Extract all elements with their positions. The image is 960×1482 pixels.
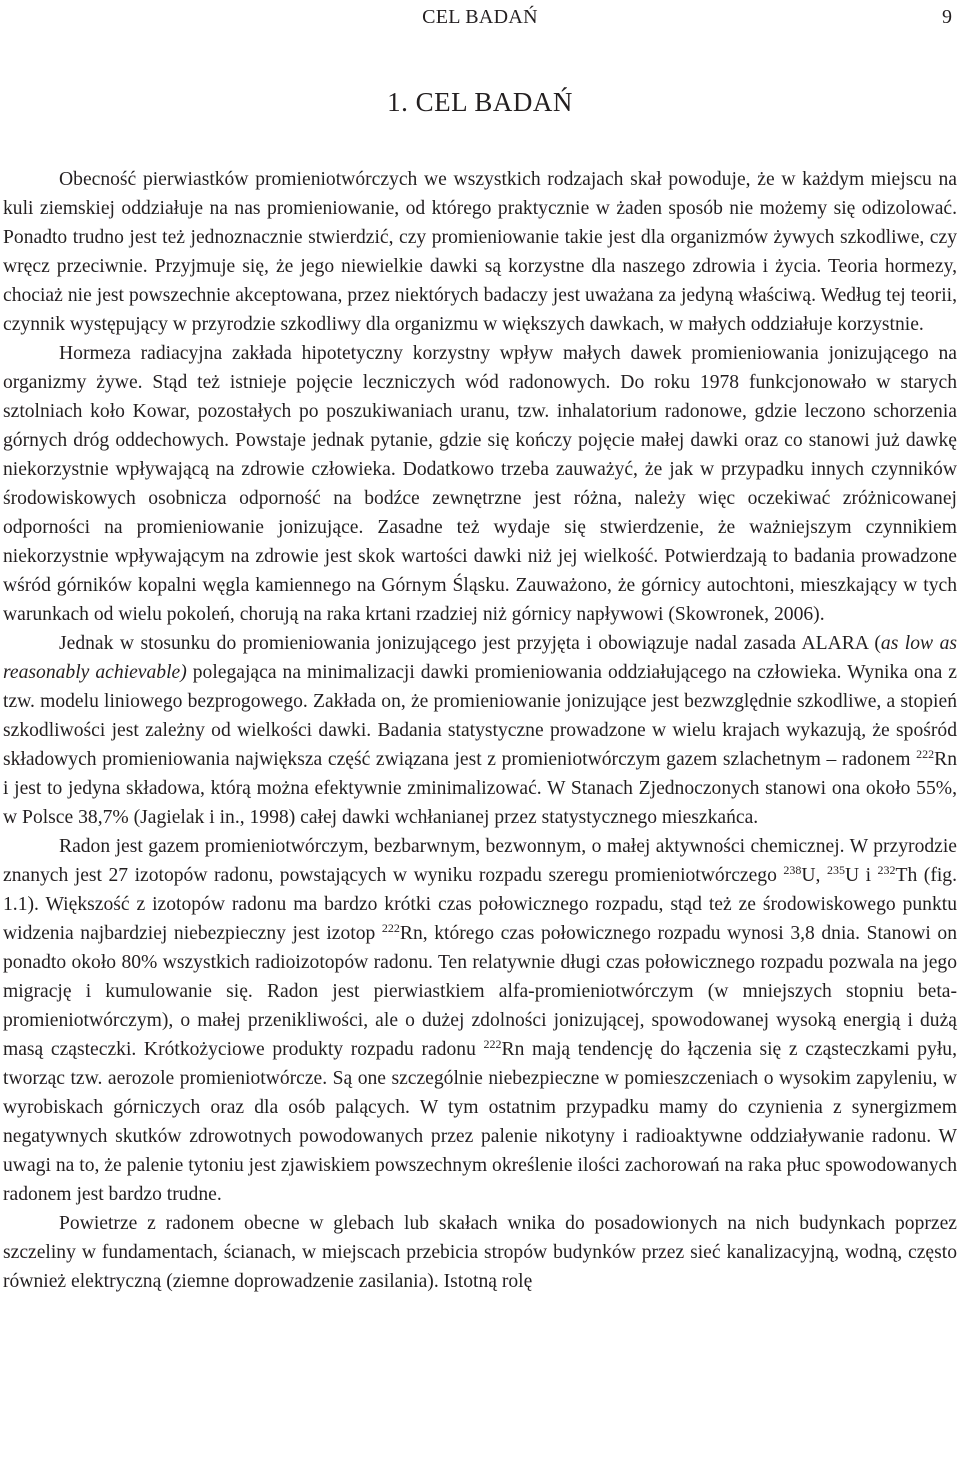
isotope-mass-222: 222: [483, 1037, 502, 1051]
paragraph-3-text-c: Rn i jest to jedyna składowa, którą można efektywnie zminimalizować. W Stanach Zjednoczonych stanowi ona około 55%, w Polsce 38,7% (Jagielak i in., 1998) całej dawki wchłanianej przez statystycznego mieszkańca.: [3, 749, 957, 828]
paragraph-4-text-c: U i: [844, 865, 878, 886]
body-text: [3, 165, 957, 1296]
page-number: 9: [942, 6, 952, 28]
paragraph-4-text-a: Radon jest gazem promieniotwórczym, bezbarwnym, bezwonnym, o małej aktywności chemicznej. W przyrodzie znanych jest 27 izotopów radonu, powstających w wyniku rozpadu szeregu promieniotwórczego: [3, 836, 957, 886]
paragraph-4: [3, 832, 957, 1209]
alara-expansion: as low as reasonably achievable): [3, 633, 957, 683]
paragraph-3-text-b: polegająca na minimalizacji dawki promieniowania oddziałującego na człowieka. Wynika ona z tzw. modelu liniowego bezprogowego. Zakłada on, że promieniowanie jonizujące jest bezwzględnie szkodliwe, a stopień szkodliwości jest zależny od wielkości dawki. Badania statystyczne prowadzone w wielu krajach wykazują, że spośród składowych promieniowania największa część związana jest z promieniotwórczym gazem szlachetnym – radonem: [3, 662, 957, 770]
paragraph-5-text: Powietrze z radonem obecne w glebach lub skałach wnika do posadowionych na nich budynkach poprzez szczeliny w fundamentach, ścianach, w miejscach przebicia stropów budynków przez sieć kanalizacyjną, wodną, często również elektryczną (ziemne doprowadzenie zasilania). Istotną rolę: [3, 1213, 957, 1292]
isotope-mass-232: 232: [877, 863, 896, 877]
paragraph-2: [3, 339, 957, 629]
paragraph-1: [3, 165, 957, 339]
paragraph-2-text: Hormeza radiacyjna zakłada hipotetyczny korzystny wpływ małych dawek promieniowania jonizującego na organizmy żywe. Stąd też istnieje pojęcie leczniczych wód radonowych. Do roku 1978 funkcjonowało w starych sztolniach koło Kowar, pozostałych po poszukiwaniach uranu, tzw. inhalatorium radonowe, gdzie leczono schorzenia górnych dróg oddechowych. Powstaje jednak pytanie, gdzie się kończy pojęcie małej dawki oraz co stanowi już dawkę niekorzystnie wpływającą na zdrowie człowieka. Dodatkowo trzeba zauważyć, że jak w przypadku innych czynników środowiskowych osobnicza odporność na bodźce zewnętrzne jest różna, należy więc oczekiwać zróżnicowanej odporności na promieniowanie jonizujące. Zasadne też wydaje się stwierdzenie, że ważniejszym czynnikiem niekorzystnie wpływającym na zdrowie jest skok wartości dawki niż jej wielkość. Potwierdzają to badania prowadzone wśród górników kopalni węgla kamiennego na Górnym Śląsku. Zauważono, że górnicy autochtoni, mieszkający w tych warunkach od wielu pokoleń, chorują na raka krtani rzadziej niż górnicy napływowi (Skowronek, 2006).: [3, 343, 957, 625]
paragraph-4-text-e: Rn, którego czas połowicznego rozpadu wynosi 3,8 dnia. Stanowi on ponadto około 80% wszystkich radioizotopów radonu. Ten relatywnie długi czas połowicznego rozpadu pozwala na jego migrację i kumulowanie się. Radon jest pierwiastkiem alfa-promieniotwórczym (w mniejszych stopniu beta-promieniotwórczym), o małej przenikliwości, ale o dużej zdolności jonizującej, spowodowanej wysoką energią i dużą masą cząsteczki. Krótkożyciowe produkty rozpadu radonu: [3, 923, 957, 1060]
paragraph-3-text-a: Jednak w stosunku do promieniowania jonizującego jest przyjęta i obowiązuje nadal zasada ALARA (: [59, 633, 881, 654]
isotope-mass-222: 222: [381, 921, 400, 935]
paragraph-4-text-f: Rn mają tendencję do łączenia się z cząsteczkami pyłu, tworząc tzw. aerozole promieniotwórcze. Są one szczególnie niebezpieczne w pomieszczeniach o wysokim zapyleniu, w wyrobiskach górniczych oraz dla osób palących. W tym ostatnim przypadku mamy do czynienia z synergizmem negatywnych skutków zdrowotnych powodowanych przez palenie nikotyny i radioaktywne oddziaływanie radonu. W uwagi na to, że palenie tytoniu jest zjawiskiem powszechnym określenie ilości zachorowań na raka płuc spowodowanych radonem jest bardzo trudne.: [3, 1039, 957, 1205]
isotope-mass-235: 235: [826, 863, 845, 877]
paragraph-1-text: Obecność pierwiastków promieniotwórczych we wszystkich rodzajach skał powoduje, że w każdym miejscu na kuli ziemskiej oddziałuje na nas promieniowanie, od którego praktycznie w żaden sposób nie możemy się odizolować. Ponadto trudno jest też jednoznacznie stwierdzić, czy promieniowanie takie jest dla organizmów żywych szkodliwe, czy wręcz przeciwnie. Przyjmuje się, że jego niewielkie dawki są korzystne dla naszego zdrowia i życia. Teoria hormezy, chociaż nie jest powszechnie akceptowana, przez niektórych badaczy jest uważana za jedyną właściwą. Według tej teorii, czynnik występujący w przyrodzie szkodliwy dla organizmu w większych dawkach, w małych oddziałuje korzystnie.: [3, 169, 957, 335]
paragraph-4-text-b: U,: [801, 865, 827, 886]
isotope-mass-222: 222: [916, 747, 935, 761]
paragraph-3: [3, 629, 957, 832]
running-head-title: CEL BADAŃ: [422, 6, 538, 28]
paragraph-4-text-d: Th (fig. 1.1). Większość z izotopów radonu ma bardzo krótki czas połowicznego rozpadu, stąd też ze środowiskowego punktu widzenia najbardziej niebezpieczny jest izotop: [3, 865, 957, 944]
running-head: [0, 4, 960, 30]
paragraph-5: [3, 1209, 957, 1296]
isotope-mass-238: 238: [783, 863, 802, 877]
chapter-title: 1. CEL BADAŃ: [387, 87, 573, 117]
